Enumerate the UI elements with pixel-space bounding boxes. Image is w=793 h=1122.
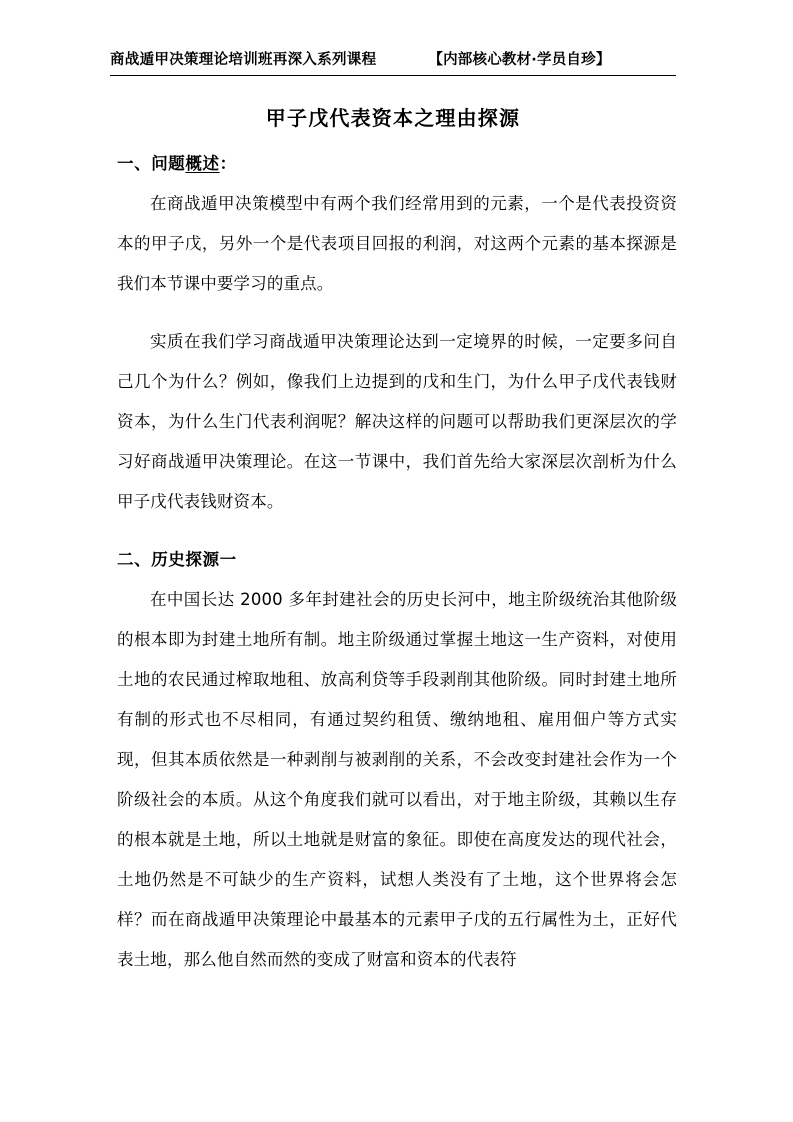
section-1-paragraph-1: 在商战遁甲决策模型中有两个我们经常用到的元素，一个是代表投资资本的甲子戊，另外一个是代表项目回报的利润，对这两个元素的基本探源是我们本节课中要学习的重点。 [117, 194, 677, 293]
document-body [117, 144, 677, 980]
section-heading-1-underlined: 概述 [185, 154, 220, 173]
header-confidential-note: 【内部核心教材·学员自珍】 [428, 52, 611, 68]
page-header-row [110, 50, 676, 70]
document-title: 甲子戊代表资本之理由探源 [265, 106, 521, 130]
section-2-paragraph-1: 在中国长达 2000 多年封建社会的历史长河中，地主阶级统治其他阶级的根本即为封建土地所有制。地主阶级通过掌握土地这一生产资料，对使用土地的农民通过榨取地租、放高利贷等手段剥削其他阶级。同时封建土地所有制的形式也不尽相同，有通过契约租赁、缴纳地租、雇用佃户等方式实现，但其本质依然是一种剥削与被剥削的关系，不会改变封建社会作为一个阶级社会的本质。从这个角度我们就可以看出，对于地主阶级，其赖以生存的根本就是土地，所以土地就是财富的象征。即使在高度发达的现代社会，土地仍然是不可缺少的生产资料，试想人类没有了土地，这个世界将会怎样？而在商战遁甲决策理论中最基本的元素甲子戊的五行属性为土，正好代表土地，那么他自然而然的变成了财富和资本的代表符 [117, 590, 677, 969]
section-1-paragraph-2: 实质在我们学习商战遁甲决策理论达到一定境界的时候，一定要多问自己几个为什么？例如，像我们上边提到的戊和生门，为什么甲子戊代表钱财资本，为什么生门代表利润呢？解决这样的问题可以帮助我们更深层次的学习好商战遁甲决策理论。在这一节课中，我们首先给大家深层次剖析为什么甲子戊代表钱财资本。 [117, 332, 677, 511]
header-course-title: 商战遁甲决策理论培训班再深入系列课程 [110, 52, 377, 68]
section-heading-1 [117, 144, 677, 184]
section-heading-2 [117, 540, 677, 580]
section-heading-1-suffix: ： [219, 154, 237, 173]
section-heading-2-prefix: 二、历史探源一 [117, 550, 237, 569]
section-heading-1-prefix: 一、问题 [117, 154, 186, 173]
header-divider-rule [110, 75, 676, 76]
page-header [110, 50, 676, 76]
